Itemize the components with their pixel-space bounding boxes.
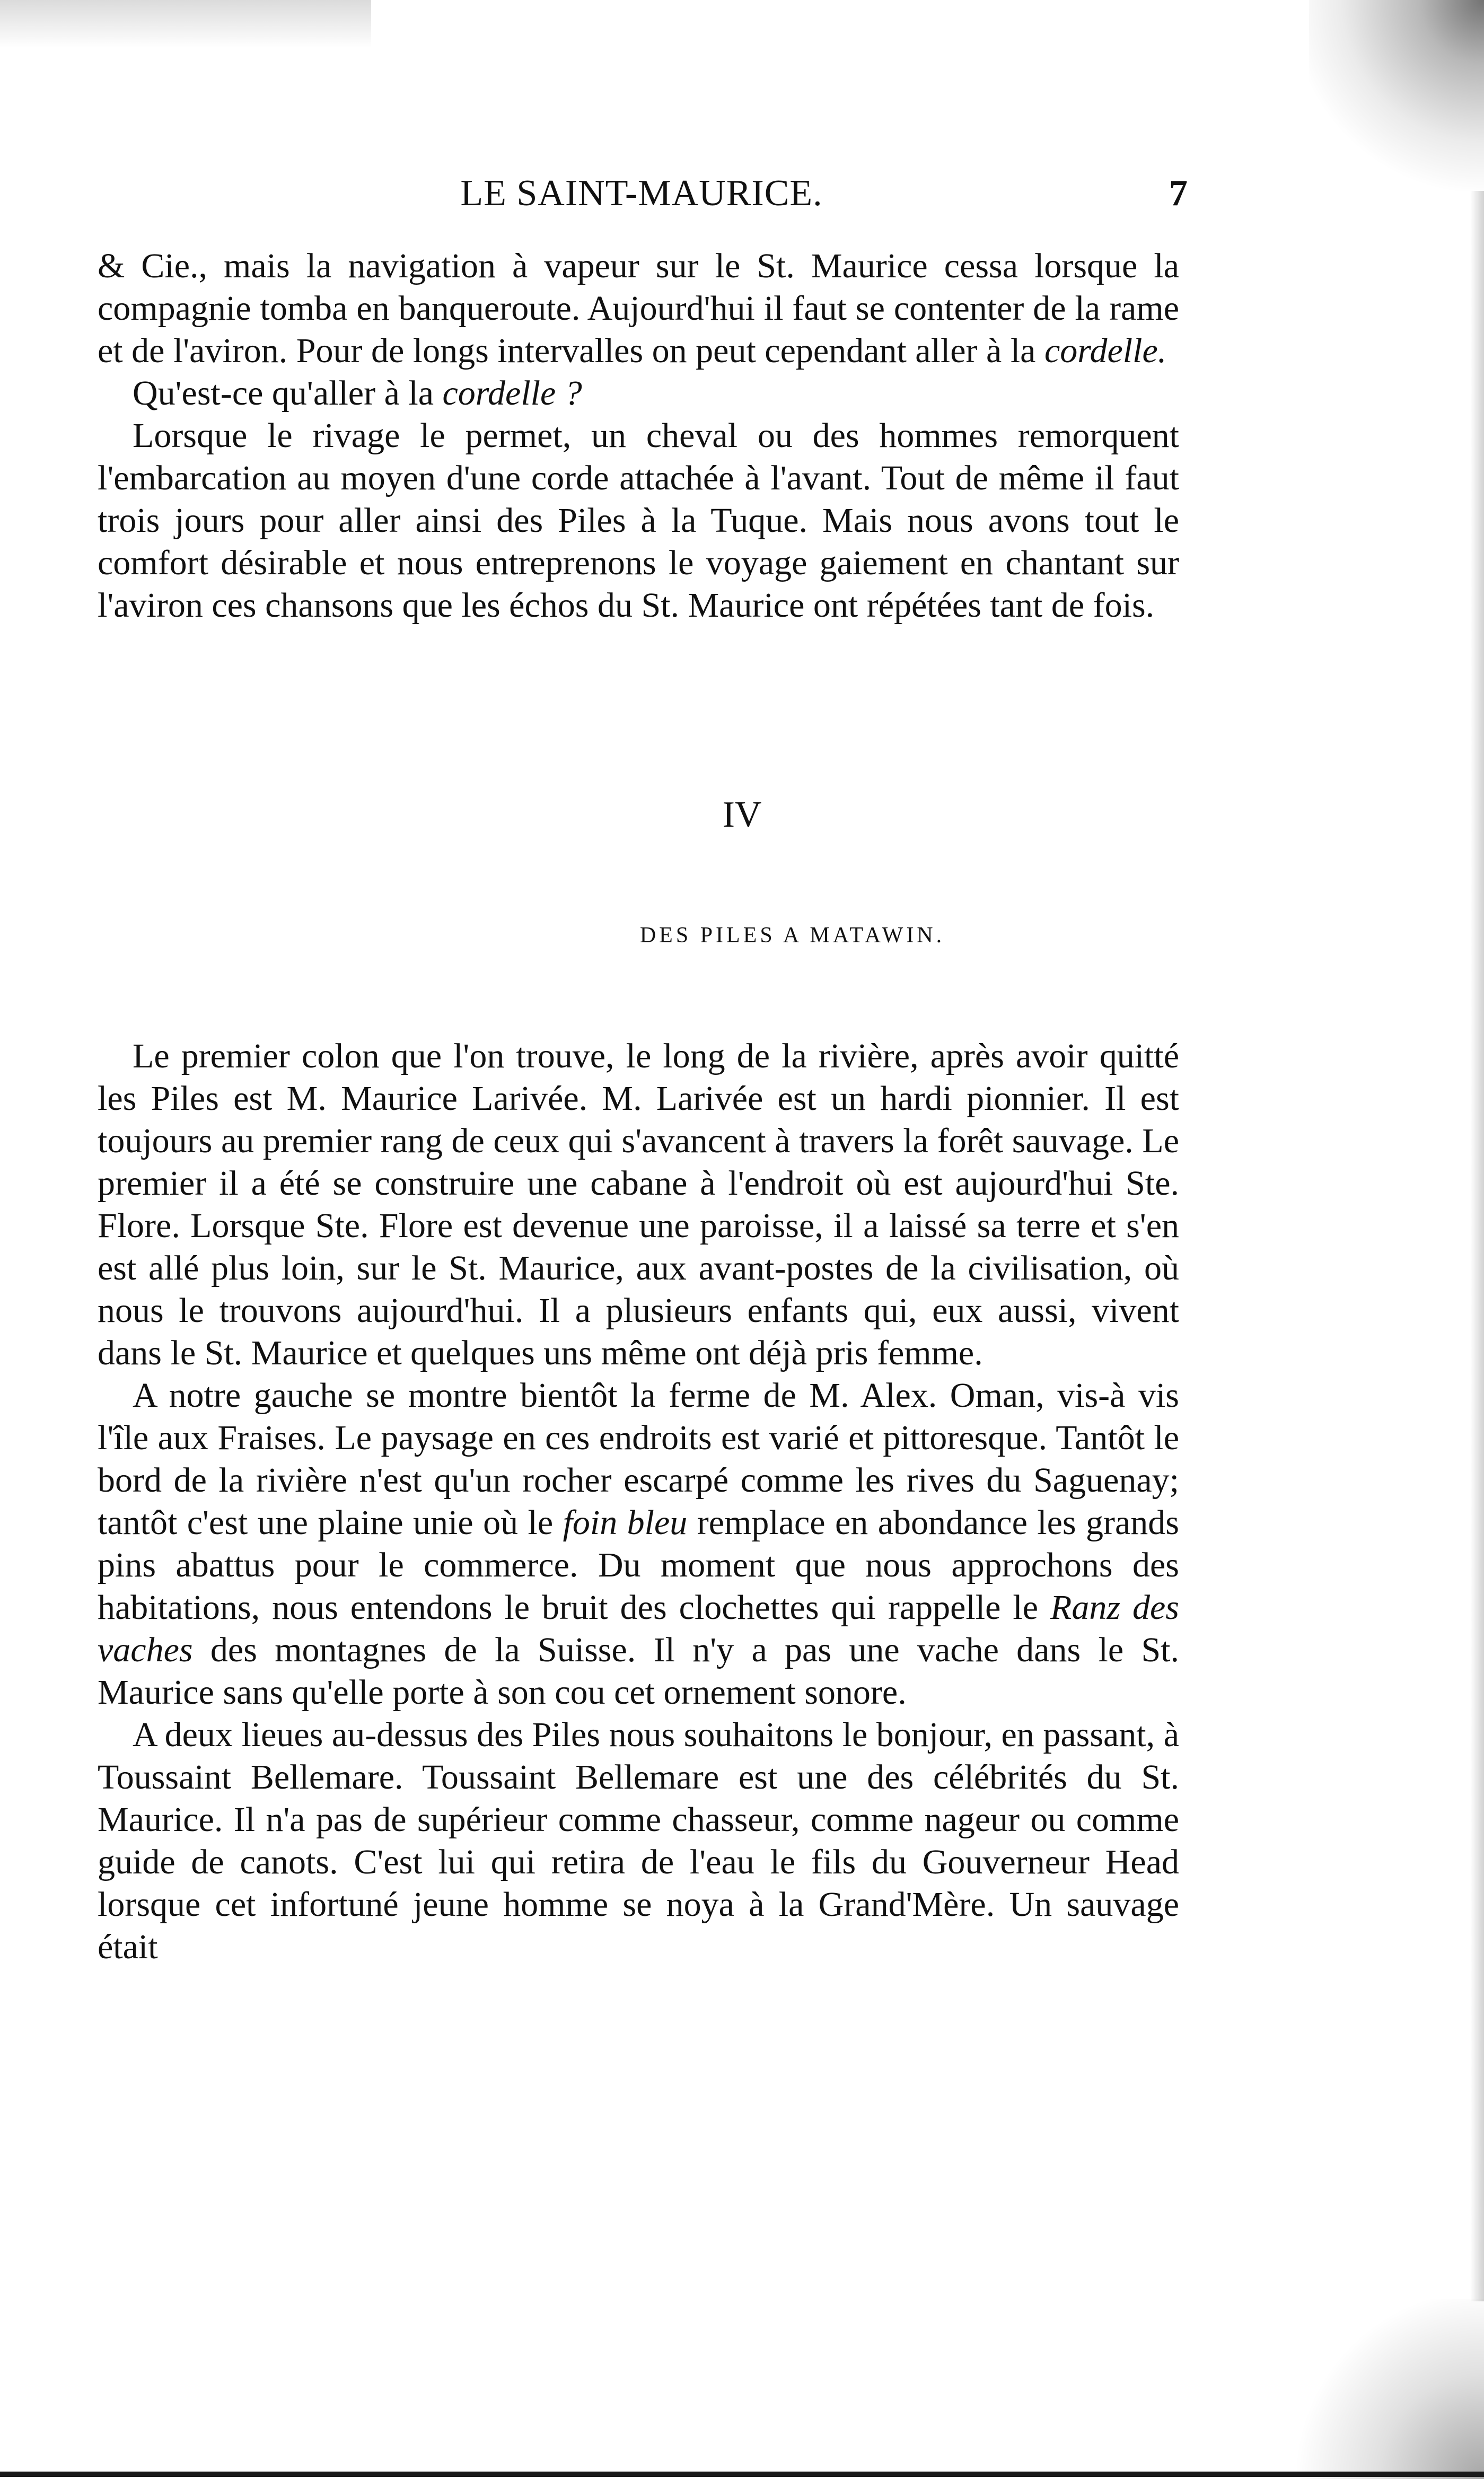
section-title [0,919,1484,951]
paragraph [98,1374,1179,1714]
paragraph-text: Lorsque le rivage le permet, un cheval ou des hommes remorquent l'embarcation au moyen d'une corde attachée à l'avant. Tout de même il faut trois jours pour aller ainsi des Piles à la Tuque. Mais nous avons tout le comfort désirable et nous entreprenons le voyage gaiement en chantant sur l'aviron ces chansons que les échos du St. Maurice ont répétées tant de fois. [98,416,1179,625]
paragraph-text: A notre gauche se montre bientôt la ferme de M. Alex. Oman, vis-à vis l'île aux Fraises. Le paysage en ces endroits est varié et pittoresque. Tantôt le bord de la rivière n'est qu'un rocher escarpé comme les rives du Saguenay; tantôt c'est une plaine unie où le [98,1376,1179,1542]
scan-shadow-top [0,0,371,48]
italic-text: foin bleu [563,1503,688,1542]
italic-text: cordelle ? [442,374,582,413]
paragraph-text: remplace en abondance les grands pins abattus pour le commerce. Du moment que nous approchons des habitations, nous entendons le bruit des clochettes qui rappelle le [98,1503,1179,1627]
scan-bottom-edge [0,2472,1484,2477]
paragraph-text: Le premier colon que l'on trouve, le long de la rivière, après avoir quitté les Piles est M. Maurice Larivée. M. Larivée est un hardi pionnier. Il est toujours au premier rang de ceux qui s'avancent à travers la forêt sauvage. Le premier il a été se construire une cabane à l'endroit où est aujourd'hui Ste. Flore. Lorsque Ste. Flore est devenue une paroisse, il a laissé sa terre et s'en est allé plus loin, sur le St. Maurice, aux avant-postes de la civilisation, où nous le trouvons aujourd'hui. Il a plusieurs enfants qui, eux aussi, vivent dans le St. Maurice et quelques uns même ont déjà pris femme. [98,1037,1179,1372]
paragraph-text: des montagnes de la Suisse. Il n'y a pas une vache dans le St. Maurice sans qu'elle porte à son cou cet ornement sonore. [98,1631,1179,1712]
page-header [95,170,1188,217]
paragraph-text: Qu'est-ce qu'aller à la [133,374,443,413]
section-title-text: DES PILES A MATAWIN. [639,923,945,948]
paragraph [98,1714,1179,1968]
italic-text: Ranz des vaches [98,1588,1179,1669]
page-number: 7 [1169,173,1188,214]
scan-wear-bottom-right [1293,2299,1484,2479]
paragraph-text: A deux lieues au-dessus des Piles nous souhaitons le bonjour, en passant, à Toussaint Bellemare. Toussaint Bellemare est une des célébrités du St. Maurice. Il n'a pas de supérieur comme chasseur, comme nageur ou comme guide de canots. C'est lui qui retira de l'eau le fils du Gouverneur Head lorsque cet infortuné jeune homme se noya à la Grand'Mère. Un sauvage était [98,1715,1179,1966]
scan-shadow-right-edge [1470,191,1484,2301]
section-body-text-block [98,1035,1179,1968]
paragraph [98,1035,1179,1374]
paragraph [98,372,1179,415]
section-number: IV [722,794,762,835]
scan-wear-top-right [1309,0,1484,191]
paragraph [98,245,1179,372]
running-title: LE SAINT-MAURICE. [460,173,823,214]
intro-text-block [98,245,1179,627]
paragraph [98,415,1179,627]
paragraph-text: & Cie., mais la navigation à vapeur sur le St. Maurice cessa lorsque la compagnie tomba en banqueroute. Aujourd'hui il faut se contenter de la rame et de l'aviron. Pour de longs intervalles on peut cependant aller à la [98,247,1179,370]
italic-text: cordelle. [1044,331,1167,370]
